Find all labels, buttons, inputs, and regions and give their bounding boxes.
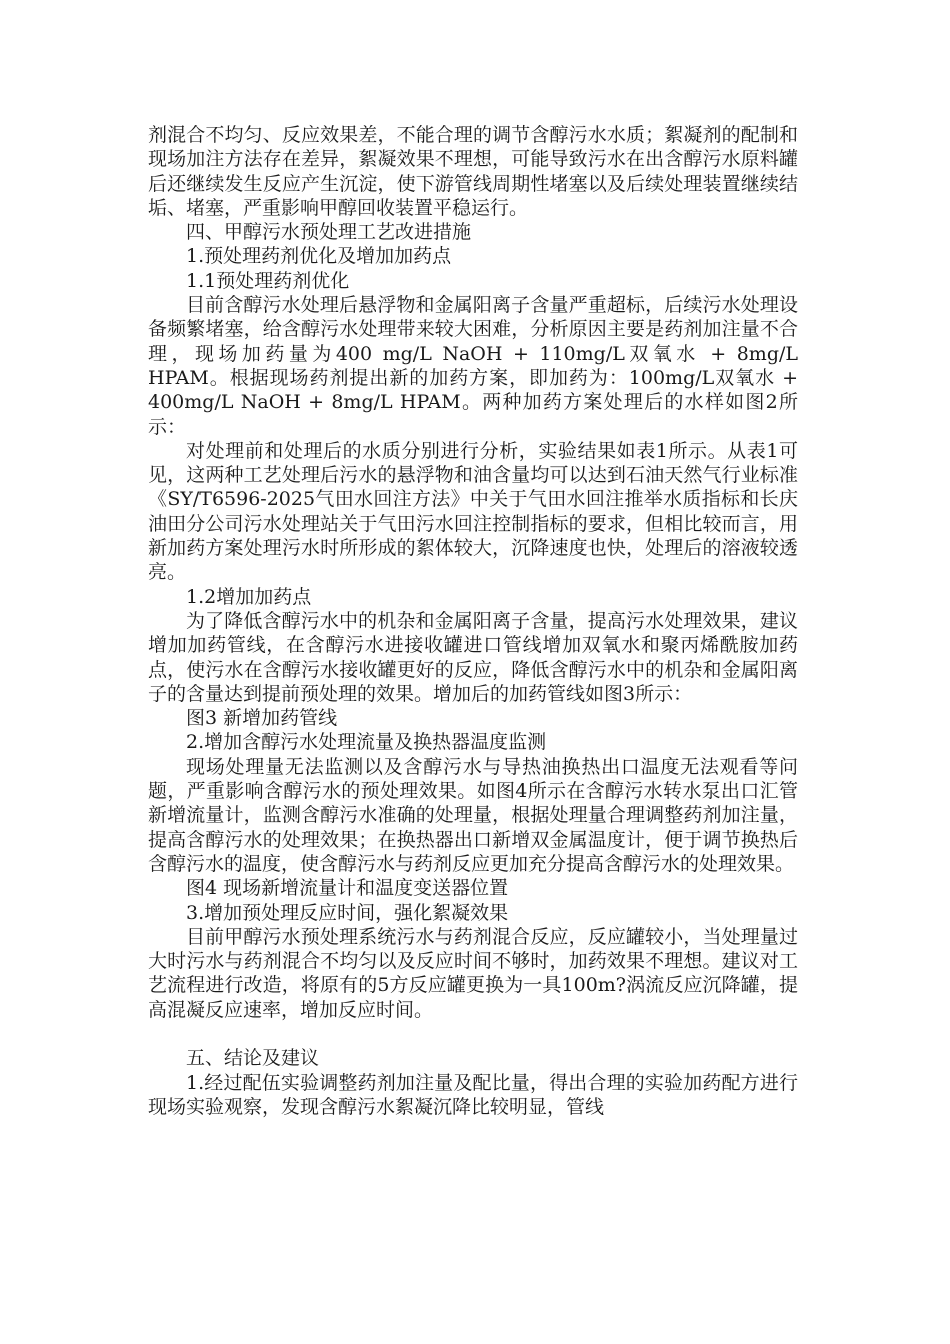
paragraph-water-quality-analysis: 对处理前和处理后的水质分别进行分析，实验结果如表1所示。从表1可见，这两种工艺处理后污水的悬浮物和油含量均可以达到石油天然气行业标准《SY/T6596-2025气田水回注方法》中关于气田水回注推举水质指标和长庆油田分公司污水处理站关于气田污水回注控制指标的要求，但相比较而言，用新加药方案处理污水时所形成的絮体较大，沉降速度也快，处理后的溶液较透亮。 (148, 439, 798, 584)
blank-line (148, 1022, 798, 1046)
subsection-heading-reagent-optimization: 1.预处理药剂优化及增加加药点 (186, 245, 452, 268)
section-heading-conclusions: 五、结论及建议 (186, 1047, 320, 1070)
paragraph-add-dosing-point: 为了降低含醇污水中的机杂和金属阳离子含量，提高污水处理效果，建议增加加药管线，在含醇污水进接收罐进口管线增加双氧水和聚丙烯酰胺加药点，使污水在含醇污水接收罐更好的反应，降低含醇污水中的机杂和金属阳离子的含量达到提前预处理的效果。增加后的加药管线如图3所示： (148, 609, 798, 705)
subsection-heading-1-2: 1.2增加加药点 (186, 585, 312, 608)
subsection-heading-3: 3.增加预处理反应时间，强化絮凝效果 (186, 901, 509, 924)
document-body (148, 123, 798, 1119)
paragraph-reaction-time: 目前甲醇污水预处理系统污水与药剂混合反应，反应罐较小，当处理量过大时污水与药剂混合不均匀以及反应时间不够时，加药效果不理想。建议对工艺流程进行改造，将原有的5方反应罐更换为一具100m?涡流反应沉降罐，提高混凝反应速率，增加反应时间。 (148, 925, 798, 1021)
figure-caption-4: 图4 现场新增流量计和温度变送器位置 (186, 877, 509, 900)
paragraph-flow-monitoring: 现场处理量无法监测以及含醇污水与导热油换热出口温度无法观看等问题，严重影响含醇污水的预处理效果。如图4所示在含醇污水转水泵出口汇管新增流量计，监测含醇污水准确的处理量，根据处理量合理调整药剂加注量，提高含醇污水的处理效果；在换热器出口新增双金属温度计，便于调节换热后含醇污水的温度，使含醇污水与药剂反应更加充分提高含醇污水的处理效果。 (148, 755, 798, 875)
paragraph-conclusion-1: 1.经过配伍实验调整药剂加注量及配比量，得出合理的实验加药配方进行现场实验观察，发现含醇污水絮凝沉降比较明显，管线 (148, 1071, 798, 1118)
paragraph-dosing-plan: 目前含醇污水处理后悬浮物和金属阳离子含量严重超标，后续污水处理设备频繁堵塞，给含醇污水处理带来较大困难，分析原因主要是药剂加注量不合理，现场加药量为400 mg/L NaOH + 110mg/L双氧水 + 8mg/L HPAM。根据现场药剂提出新的加药方案，即加药为：100mg/L双氧水 + 400mg/L NaOH + 8mg/L HPAM。两种加药方案处理后的水样如图2所示： (148, 294, 798, 438)
figure-caption-3: 图3 新增加药管线 (186, 707, 338, 730)
subsection-heading-2: 2.增加含醇污水处理流量及换热器温度监测 (186, 731, 547, 754)
subsection-heading-1-1: 1.1预处理药剂优化 (186, 269, 350, 292)
section-heading-improvement-measures: 四、甲醇污水预处理工艺改进措施 (186, 221, 472, 244)
paragraph-reagent-mixing: 剂混合不均匀、反应效果差，不能合理的调节含醇污水水质；絮凝剂的配制和现场加注方法存在差异，絮凝效果不理想，可能导致污水在出含醇污水原料罐后还继续发生反应产生沉淀，使下游管线周期性堵塞以及后续处理装置继续结垢、堵塞，严重影响甲醇回收装置平稳运行。 (148, 124, 798, 219)
